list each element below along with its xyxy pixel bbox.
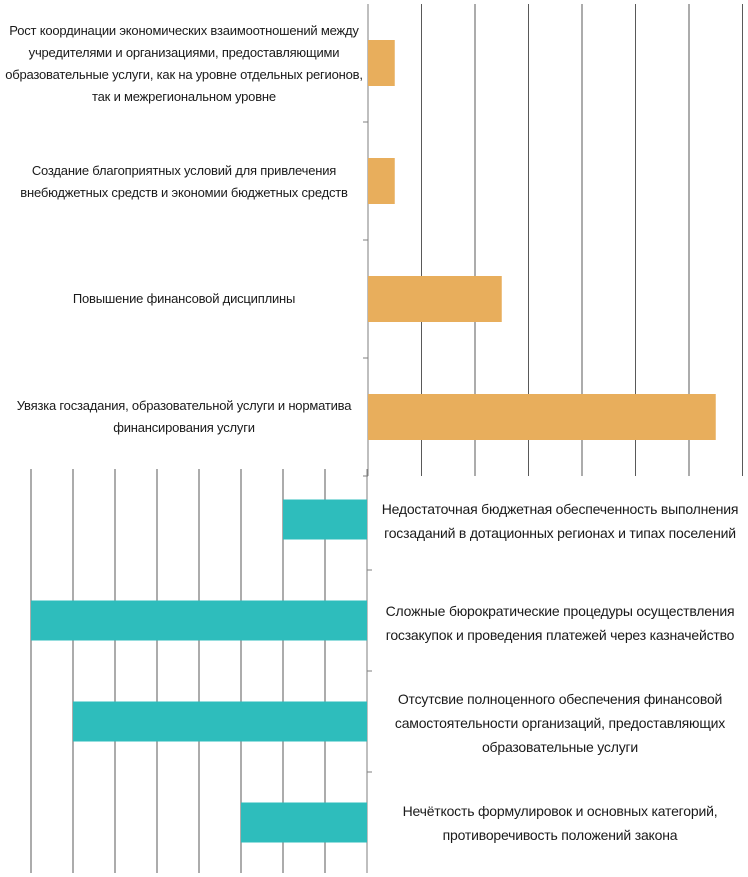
- top-bar: [368, 40, 395, 86]
- top-category-label: Создание благоприятных условий для привлечения внебюджетных средств и экономии бюджетных средств: [20, 163, 348, 200]
- top-bar: [368, 394, 716, 440]
- bottom-label-slot-2: [374, 573, 746, 673]
- bottom-category-label: Нечёткость формулировок и основных категорий, противоречивость положений закона: [402, 803, 718, 843]
- bottom-label-slot-1: [374, 469, 746, 573]
- bottom-label-slot-4: [374, 773, 746, 873]
- bottom-chart-category-axis: [367, 469, 372, 873]
- top-category-label: Увязка госзадания, образовательной услуги и норматива финансирования услуги: [16, 398, 352, 435]
- bottom-bar: [31, 601, 367, 641]
- top-bar: [368, 276, 502, 322]
- bottom-bar: [73, 702, 367, 742]
- top-chart-bars: [368, 40, 716, 440]
- top-category-label: Повышение финансовой дисциплины: [72, 291, 296, 306]
- bottom-bar: [241, 803, 367, 843]
- top-label-slot-2: [4, 124, 364, 240]
- top-label-slot-4: [4, 358, 364, 476]
- bottom-category-label: Отсутсвие полноценного обеспечения финансовой самостоятельности организаций, предоставляющих образовательные услуги: [394, 691, 726, 755]
- top-label-slot-3: [4, 240, 364, 358]
- top-bar: [368, 158, 395, 204]
- bottom-bar: [283, 500, 367, 540]
- bottom-category-label: Сложные бюрократические процедуры осуществления госзакупок и проведения платежей через казначейство: [385, 603, 735, 643]
- bottom-category-label: Недостаточная бюджетная обеспеченность выполнения госзаданий в дотационных регионах и типах поселений: [381, 501, 739, 541]
- bottom-label-slot-3: [374, 673, 746, 773]
- top-label-slot-1: [4, 4, 364, 124]
- top-category-label: Рост координации экономических взаимоотношений между учредителями и организациями, предоставляющими образовательные услуги, как на уровне отдельных регионов, так и межрегиональном уровне: [5, 23, 363, 104]
